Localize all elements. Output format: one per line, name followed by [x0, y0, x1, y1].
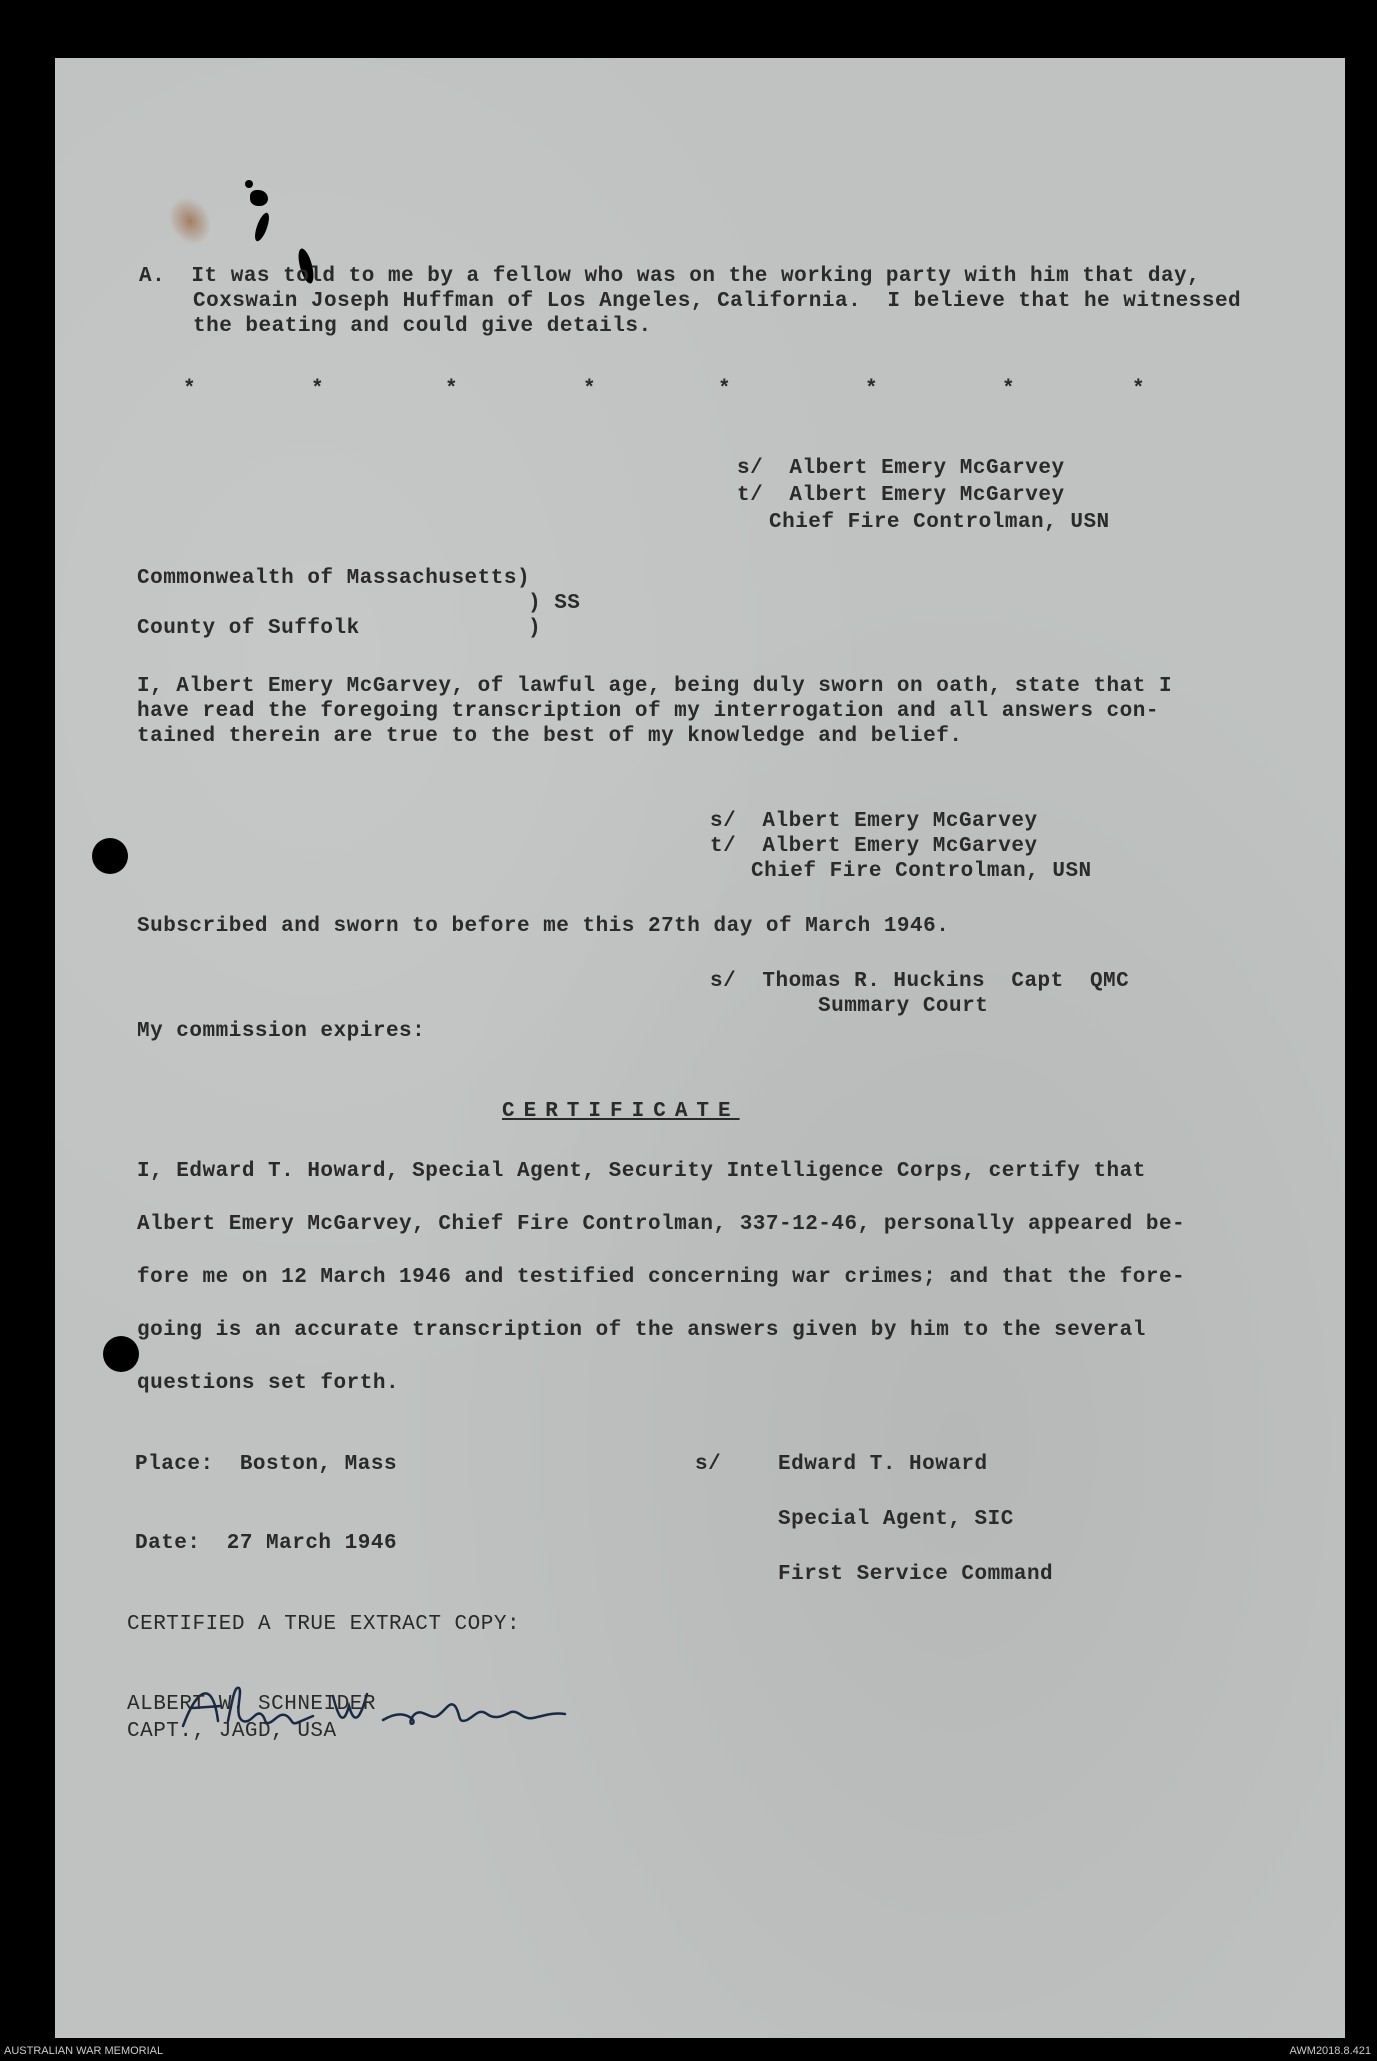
answer-line: A. It was told to me by a fellow who was on the working party with him that day,: [139, 265, 1201, 288]
document-page: [55, 58, 1345, 2038]
notary-court: Summary Court: [818, 995, 989, 1018]
place-line: Place: Boston, Mass: [135, 1453, 398, 1476]
tear-mark: [245, 180, 253, 188]
certificate-title: CERTIFICATE: [502, 1100, 740, 1123]
certificate-line: Albert Emery McGarvey, Chief Fire Controlman, 337-12-46, personally appeared be-: [137, 1213, 1186, 1236]
certifier-rank: CAPT., JAGD, USA: [127, 1720, 337, 1743]
star-separator: *: [1002, 378, 1016, 401]
star-separator: *: [311, 378, 325, 401]
signature-block-1: Chief Fire Controlman, USN: [769, 511, 1110, 534]
certified-copy-label: CERTIFIED A TRUE EXTRACT COPY:: [127, 1613, 521, 1636]
venue-ss: ) SS: [528, 592, 581, 615]
footer-accession: AWM2018.8.421: [1289, 2045, 1371, 2057]
answer-line: the beating and could give details.: [193, 315, 652, 338]
rust-stain: [160, 189, 220, 252]
tear-mark: [252, 211, 272, 243]
agent-name: Edward T. Howard: [778, 1453, 988, 1476]
star-separator: *: [718, 378, 732, 401]
certificate-line: fore me on 12 March 1946 and testified concerning war crimes; and that the fore-: [137, 1266, 1186, 1289]
star-separator: *: [445, 378, 459, 401]
footer-source: AUSTRALIAN WAR MEMORIAL: [4, 2045, 164, 2057]
signature-block-1: t/ Albert Emery McGarvey: [737, 484, 1065, 507]
notary-signature: s/ Thomas R. Huckins Capt QMC: [710, 970, 1130, 993]
agent-s-mark: s/: [695, 1453, 722, 1476]
venue-bracket: ): [528, 617, 542, 640]
venue-county: County of Suffolk: [137, 617, 360, 640]
venue-state: Commonwealth of Massachusetts): [137, 567, 531, 590]
oath-line: tained therein are true to the best of my knowledge and belief.: [137, 725, 963, 748]
signature-block-2: Chief Fire Controlman, USN: [751, 860, 1092, 883]
punch-hole: [92, 838, 128, 874]
punch-hole: [103, 1336, 139, 1372]
subscribed-line: Subscribed and sworn to before me this 27th day of March 1946.: [137, 915, 950, 938]
certifier-name: ALBERT W. SCHNEIDER: [127, 1693, 376, 1716]
certificate-line: going is an accurate transcription of the answers given by him to the several: [137, 1319, 1146, 1342]
star-separator: *: [1132, 378, 1146, 401]
star-separator: *: [183, 378, 197, 401]
agent-command: First Service Command: [778, 1563, 1054, 1586]
star-separator: *: [583, 378, 597, 401]
certificate-line: I, Edward T. Howard, Special Agent, Security Intelligence Corps, certify that: [137, 1160, 1146, 1183]
agent-title: Special Agent, SIC: [778, 1508, 1014, 1531]
date-line: Date: 27 March 1946: [135, 1532, 398, 1555]
certificate-line: questions set forth.: [137, 1372, 400, 1395]
tear-mark: [250, 190, 268, 206]
signature-block-2: t/ Albert Emery McGarvey: [710, 835, 1038, 858]
signature-block-2: s/ Albert Emery McGarvey: [710, 810, 1038, 833]
signature-block-1: s/ Albert Emery McGarvey: [737, 457, 1065, 480]
answer-line: Coxswain Joseph Huffman of Los Angeles, California. I believe that he witnessed: [193, 290, 1242, 313]
oath-line: have read the foregoing transcription of my interrogation and all answers con-: [137, 700, 1159, 723]
commission-line: My commission expires:: [137, 1020, 426, 1043]
oath-line: I, Albert Emery McGarvey, of lawful age, being duly sworn on oath, state that I: [137, 675, 1173, 698]
star-separator: *: [865, 378, 879, 401]
